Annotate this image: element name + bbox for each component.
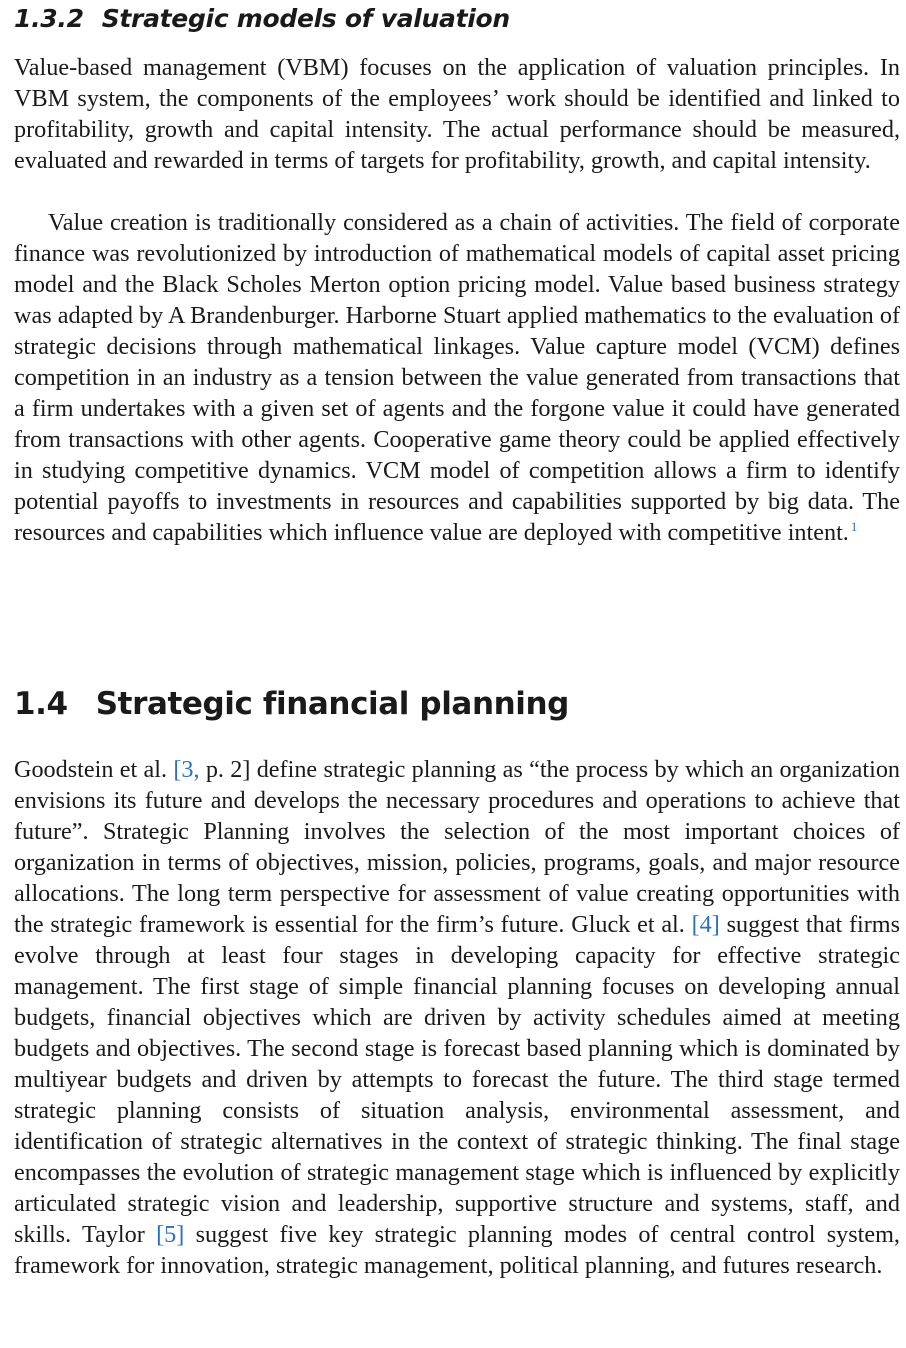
text-segment: Goodstein et al. — [14, 756, 174, 783]
footnote-marker[interactable]: 1 — [850, 518, 858, 534]
section-title: Strategic models of valuation — [101, 4, 510, 33]
citation-link-4[interactable]: [4] — [691, 911, 720, 938]
citation-link-3[interactable]: [3, — [173, 756, 200, 783]
section-number: 1.3.2 — [14, 4, 84, 33]
paragraph-text: Value creation is traditionally considered as a chain of activities. The field of corporate finance was revolutionized by introduction of mathematical models of capital asset pricing model and the Black Scholes Merton option pricing model. Value based business strategy was adapted by A Brandenburger. Harborne Stuart applied mathematics to the evaluation of strategic decisions through mathematical linkages. Value capture model (VCM) defines competition in an industry as a tension between the value generated from transactions that a firm undertakes with a given set of agents and the forgone value it could have generated from transactions with other agents. Cooperative game theory could be applied effectively in studying competitive dynamics. VCM model of competition allows a firm to identify potential payoffs to investments in resources and capabilities supported by big data. The resources and capabilities which influence value are deployed with competitive intent. — [14, 209, 900, 546]
text-segment: p. 2] define strategic planning as “the process by which an organization envisions its future and develops the necessary procedures and operations to achieve that future”. Strategic Planning involves the selection of the most important choices of organization in terms of objectives, mission, policies, programs, goals, and major resource allocations. The long term perspective for assessment of value creating opportunities with the strategic framework is essential for the firm’s future. Gluck et al. — [14, 756, 901, 938]
paragraph-vbm: Value-based management (VBM) focuses on the application of valuation principles. In VBM system, the components of the employees’ work should be identified and linked to profitability, growth and capital intensity. The actual performance should be measured, evaluated and rewarded in terms of targets for profitability, growth, and capital intensity. — [14, 54, 900, 174]
section-heading-1-3-2 — [14, 0, 900, 37]
section-title: Strategic financial planning — [95, 686, 569, 722]
text-segment: suggest five key strategic planning modes of central control system, framework for innovation, strategic management, political planning, and futures research. — [14, 1221, 900, 1279]
text-segment: suggest that firms evolve through at least four stages in developing capacity for effective strategic management. The first stage of simple financial planning focuses on developing annual budgets, financial objectives which are driven by activity schedules aimed at meeting budgets and objectives. The second stage is forecast based planning which is dominated by multiyear budgets and driven by attempts to forecast the future. The third stage termed strategic planning consists of situation analysis, environmental assessment, and identification of strategic alternatives in the context of strategic thinking. The final stage encompasses the evolution of strategic management stage which is influenced by explicitly articulated strategic vision and leadership, supportive structure and systems, staff, and skills. Taylor — [14, 911, 901, 1248]
paragraph-strategic-planning — [14, 754, 900, 1281]
section-heading-1-4 — [14, 684, 900, 724]
paragraph-value-creation — [14, 207, 900, 548]
section-number: 1.4 — [14, 686, 68, 722]
citation-link-5[interactable]: [5] — [156, 1221, 185, 1248]
